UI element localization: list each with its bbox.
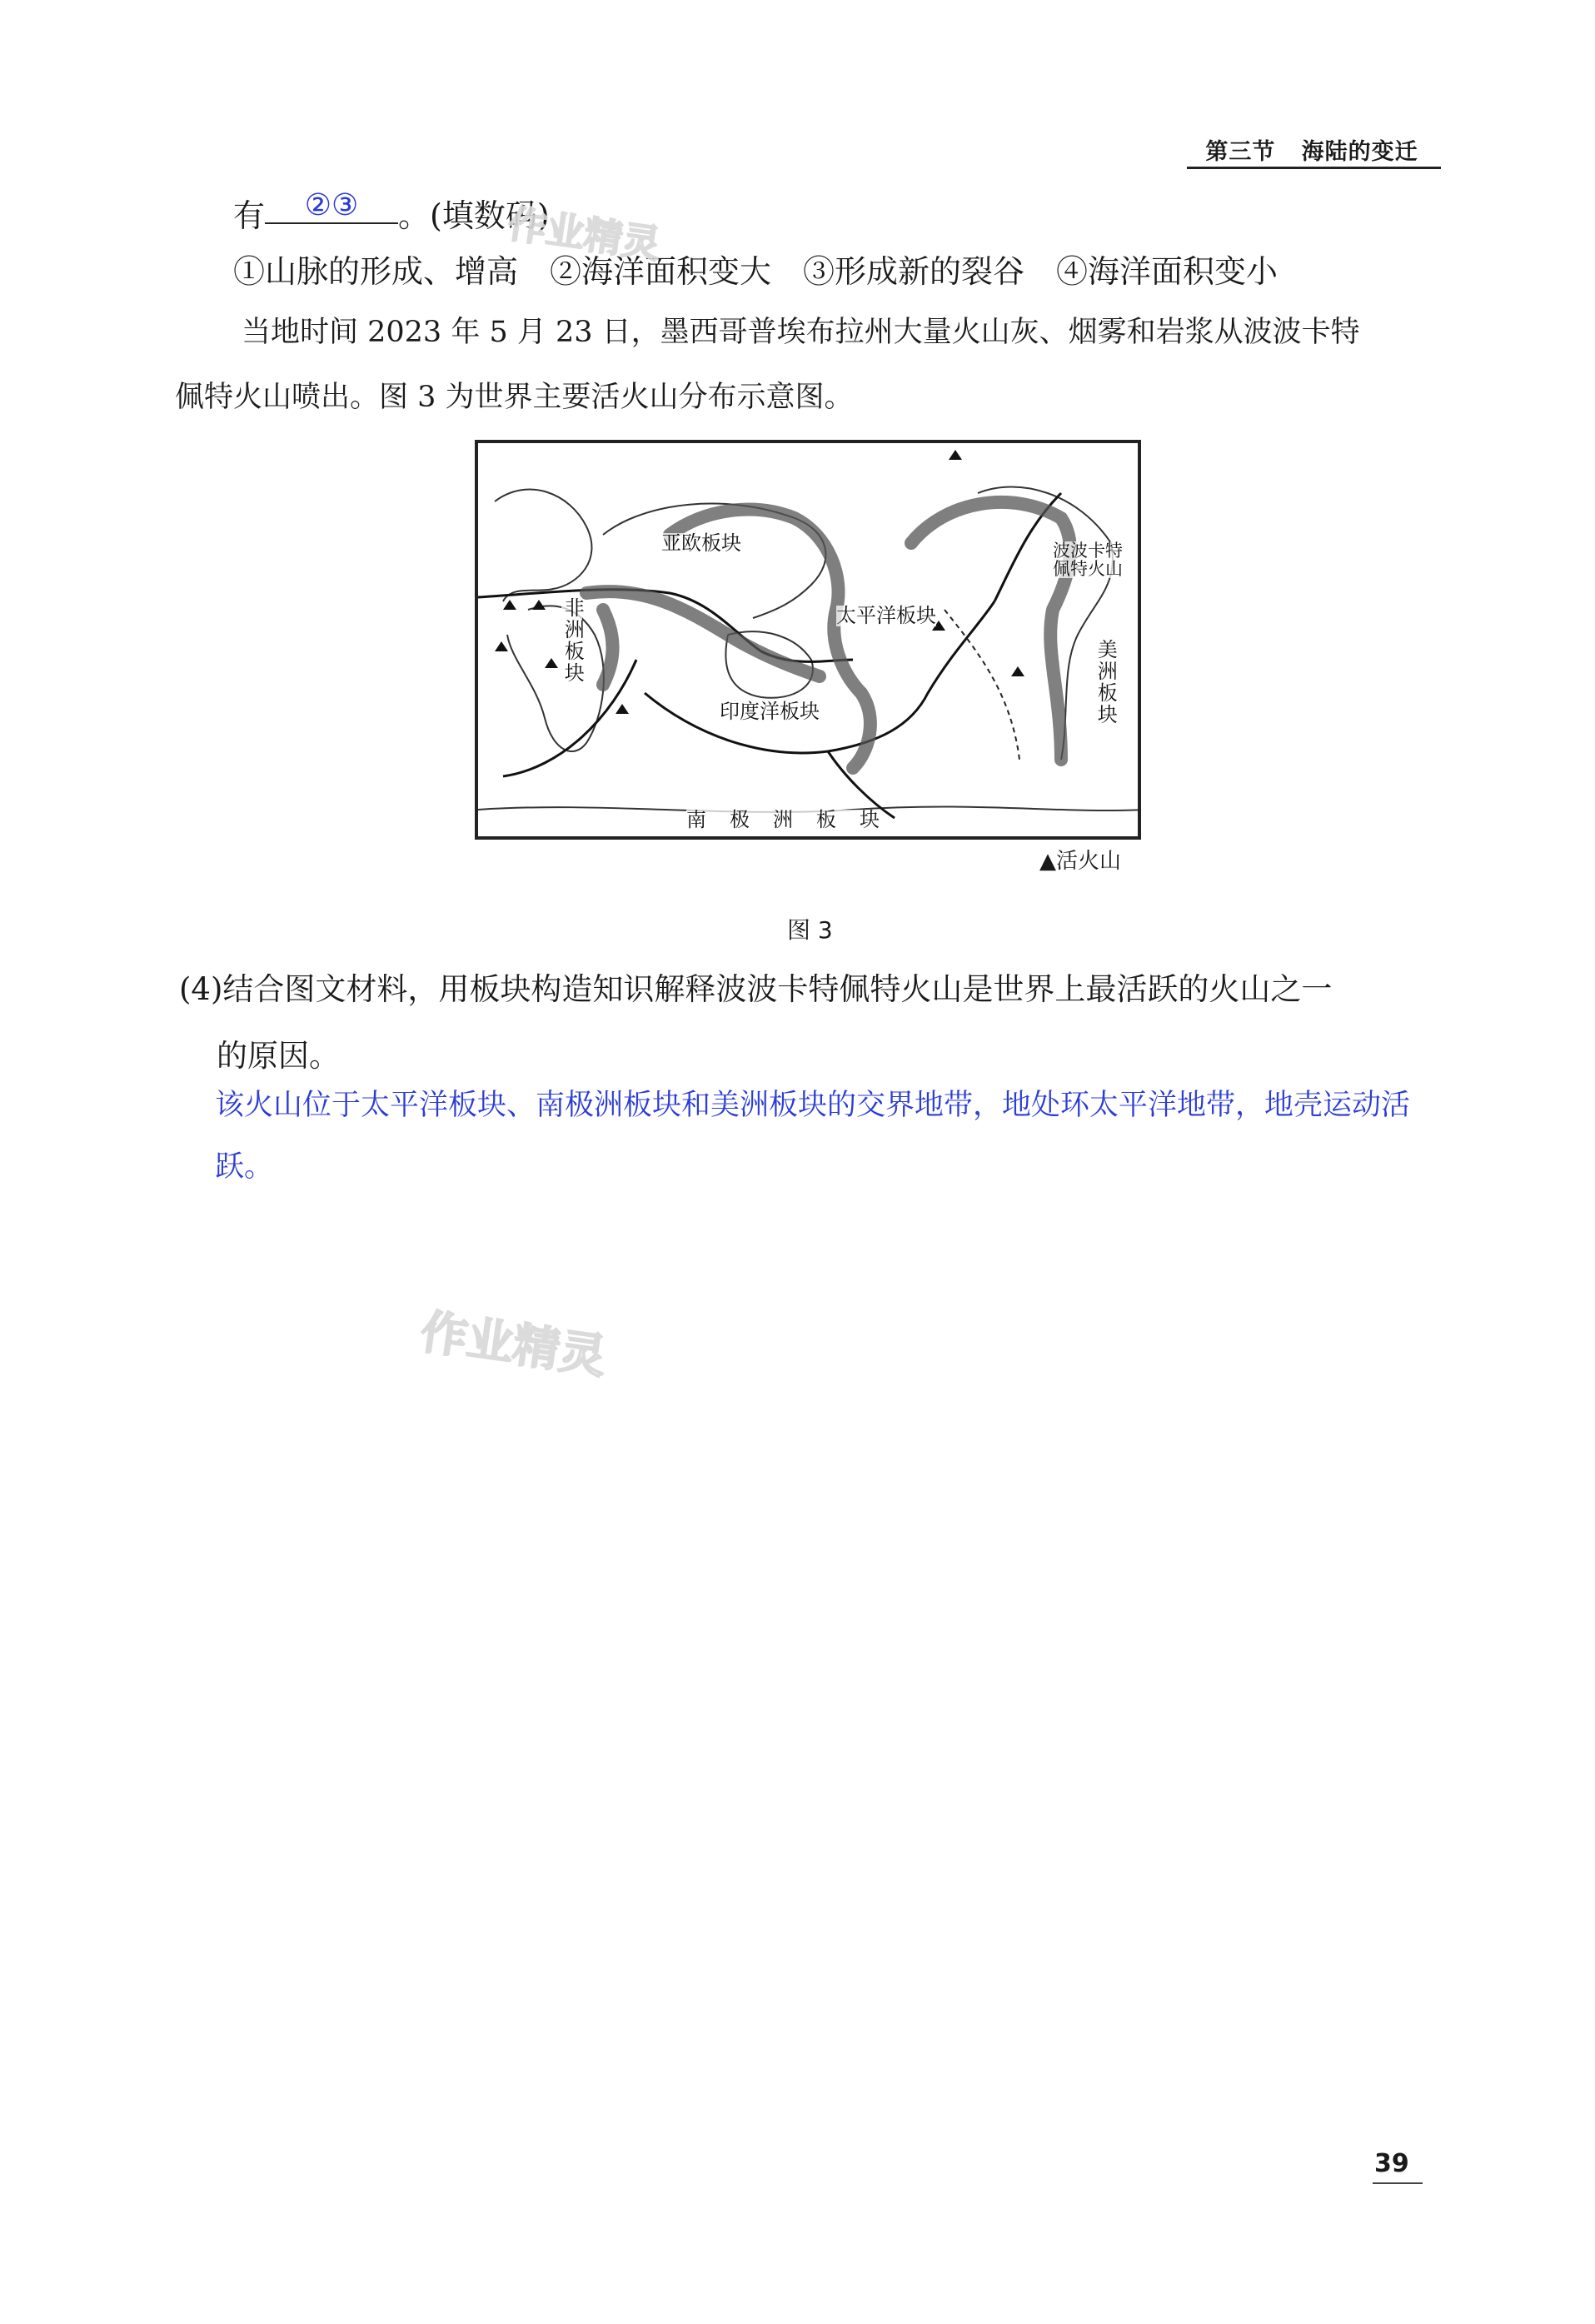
material-paragraph [175, 300, 1441, 430]
volcano-map-figure [475, 440, 1141, 840]
label-african-plate: 非洲板块 [561, 597, 582, 714]
label-indian-plate: 印度洋板块 [720, 700, 820, 723]
europe-coast [495, 490, 591, 601]
q3-options: ①山脉的形成、增高 ②海洋面积变大 ③形成新的裂谷 ④海洋面积变小 [233, 253, 1278, 290]
belt-east-africa [603, 610, 613, 685]
section-title: 海陆的变迁 [1301, 139, 1418, 165]
volcano-marker [949, 450, 962, 460]
label-antarctic-plate: 南 极 洲 板 块 [686, 808, 881, 831]
page-number-rule [1373, 2182, 1423, 2184]
q3-suffix: 。(填数码) [398, 197, 550, 234]
q4-line-2: 的原因。 [217, 1038, 340, 1074]
q4-line-1: (4)结合图文材料，用板块构造知识解释波波卡特佩特火山是世界上最活跃的火山之一 [179, 971, 1333, 1007]
running-header [1187, 133, 1437, 166]
belt-east-pacific [911, 502, 1070, 760]
label-american-plate: 美洲板块 [1094, 639, 1115, 764]
q4-handwritten-answer[interactable]: 该火山位于太平洋板块、南极洲板块和美洲板块的交界地带，地处环太平洋地带，地壳运动活跃。 [215, 1089, 1411, 1184]
volcano-marker [532, 600, 546, 610]
legend-label: 活火山 [1056, 849, 1122, 874]
belt-sw-pacific [853, 693, 870, 768]
label-eurasian-plate: 亚欧板块 [661, 531, 741, 555]
watermark: 作业精灵 [416, 1304, 610, 1385]
watermark: 作业精灵 [505, 201, 664, 267]
volcano-marker [616, 704, 629, 714]
volcano-marker [1011, 666, 1024, 676]
page-number: 39 [1374, 2149, 1409, 2178]
q3-answer-blank[interactable]: ②③ [265, 189, 398, 224]
volcano-legend-icon: ▲ [1039, 849, 1056, 874]
volcanic-belts [586, 502, 1070, 768]
world-map [475, 440, 1141, 840]
figure-caption: 图 3 [787, 916, 833, 944]
material-line-2: 佩特火山喷出。图 3 为世界主要活火山分布示意图。 [175, 381, 854, 414]
volcano-marker [503, 600, 516, 610]
ridge-dashed [945, 610, 1019, 760]
section-number: 第三节 [1205, 139, 1276, 165]
map-legend [1039, 844, 1121, 875]
question-4 [179, 956, 1462, 1090]
material-line-1: 当地时间 2023 年 5 月 23 日，墨西哥普埃布拉州大量火山灰、烟雾和岩浆从波波卡特 [242, 316, 1360, 349]
label-pacific-plate: 太平洋板块 [836, 604, 936, 627]
q3-line [233, 190, 550, 236]
q3-prefix: 有 [233, 197, 266, 234]
volcano-marker [545, 658, 558, 668]
label-popocatepetl: 波波卡特佩特火山 [1053, 541, 1128, 578]
volcano-marker [495, 641, 508, 651]
header-rule [1187, 167, 1441, 169]
